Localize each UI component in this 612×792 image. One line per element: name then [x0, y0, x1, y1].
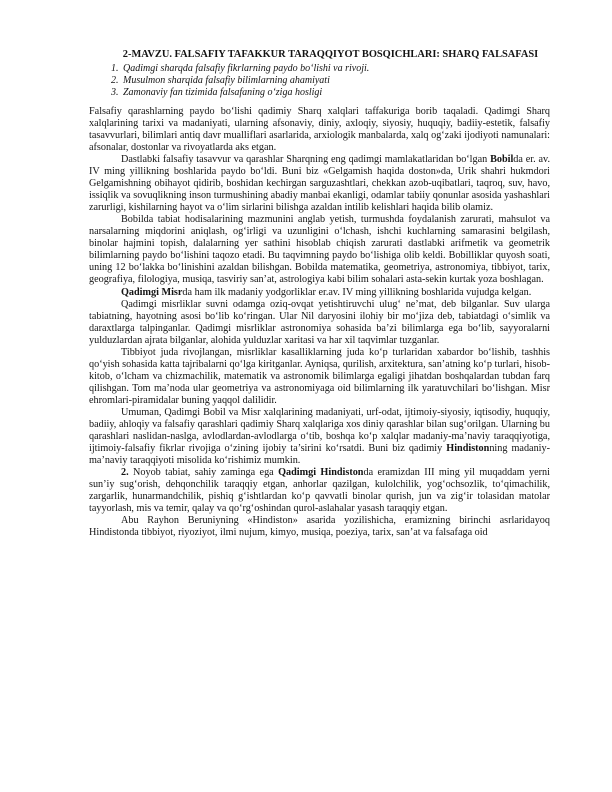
text-run: Noyob tabiat, sahiy zaminga ega [128, 467, 279, 479]
text-run: da ham ilk madaniy yodgorliklar er.av. IV ming yillikning boshlarida vujudga kelgan. [182, 286, 532, 298]
body-paragraph [89, 299, 550, 347]
text-run: da eramizdan III ming yil muqaddam yerni sun’iy sug‘orish, dehqonchilik taraqqiy etgan, anhorlar qazilgan, kulolchilik, yog‘ochsozlik, to‘qimachilik, zargarlik, hunarmandchilik, pishiq g‘ishtlardan ko‘p qavvatli binolar qurish, jun va zig‘ir tolasidan matolar tayyorlash, mis va temir, qalay va qo‘rg‘oshindan qurol-aslahalar yasash taraqqiy etgan. [89, 467, 550, 515]
bold-term: Qadimgi Hindiston [278, 467, 364, 479]
text-run: ning madaniy-ma’naviy taraqqiyoti misolida ko‘rishimiz mumkin. [89, 443, 550, 467]
objective-item: 2. Musulmon sharqida falsafiy bilimlarning ahamiyati [121, 75, 550, 87]
document-body [89, 49, 550, 540]
objectives-list [89, 63, 550, 99]
text-run: Dastlabki falsafiy tasavvur va qarashlar Sharqning eng qadimgi mamlakatlaridan bo‘lgan [121, 154, 491, 165]
paragraphs [89, 106, 550, 540]
body-paragraph [89, 106, 550, 154]
bold-term: Qadimgi Misr [121, 286, 183, 298]
body-paragraph [89, 515, 550, 539]
objective-item: 3. Zamonaviy fan tizimida falsafaning o‘ziga hosligi [121, 87, 550, 99]
bold-term: Bobil [490, 154, 514, 165]
bold-term: 2. [121, 467, 129, 479]
bold-term: Hindiston [446, 443, 490, 455]
text-run: Tibbiyot juda rivojlangan, misrliklar kasalliklarning juda ko‘p turlaridan xabardor bo‘lishib, tashhis qo‘yish sohasida katta tajribalarni qo‘lga kiritganlar. Ayniqsa, qurilish, arxitektura, san’atning ko‘p turlari, hisob-kitob, o‘lcham va chizmachilik, matematik va astronomik bilimlarga egaligi jihatdan boshqalardan tubdan farq qilishgan. Tom ma’noda ular geometriya va astronomiyaga oid bilimlarning ilk yaratuvchilari bo‘lishgan. Misr ehromlari-piramidalar buning yaqqol dalilidir. [89, 346, 550, 406]
objective-item: 1. Qadimgi sharqda falsafiy fikrlarning paydo bo‘lishi va rivoji. [121, 63, 550, 75]
text-run: Abu Rayhon Beruniyning «Hindiston» asarida yozilishicha, eramizning birinchi asrlaridayoq Hindistonda tibbiyot, riyoziyot, ilmi nujum, kimyo, musiqa, poeziya, tarix, san’at va falsafaga oid [89, 515, 550, 539]
body-paragraph [89, 407, 550, 467]
body-paragraph [89, 287, 550, 299]
body-paragraph [89, 154, 550, 214]
text-run: Falsafiy qarashlarning paydo bo‘lishi qadimiy Sharq xalqlari taffakuriga borib taqaladi. Qadimgi Sharq xalqlarining tarixi va madaniyati, ularning afsonaviy, diniy, axloqiy, siyosiy, huquqiy, badiiy-estetik, falsafiy tasavvurlari, bilimlari antiq davr mualliflari asarlarida, arxiologik manbalarda, xalq og‘zaki ijodiyoti namunalari: afsonalar, dostonlar va rivoyatlarda aks etgan. [89, 105, 550, 153]
body-paragraph [89, 467, 550, 515]
page-title: 2-MAVZU. FALSAFIY TAFAKKUR TARAQQIYOT BOSQICHLARI: SHARQ FALSAFASI [122, 49, 539, 60]
text-run: Umuman, Qadimgi Bobil va Misr xalqlarining madaniyati, urf-odat, ijtimoiy-siyosiy, iqtisodiy, huquqiy, badiiy, ahloqiy va falsafiy qarashlari qadimiy Sharq xalqlariga xos diniy qarashlar bilan sug‘orilgan. Ularning bu qarashlari naslidan-naslga, avlodlardan-avlodlarga o‘tib, boshqa ko‘p xalqlar madaniy-ma’naviy taraqqiyotiga, ijtimoiy-falsafiy fikrlar rivojiga o‘zining ijobiy ta’sirini ko‘rsatdi. Buni biz qadimiy [89, 406, 550, 455]
text-run: da er. av. IV ming yillikning boshlarida paydo bo‘ldi. Buni biz «Gelgamish haqida doston»da, Urik shahri hukmdori Gelgamishning obihayot qidirib, boshidan kechirgan sarguzashtlari, chekkan azob-uqibatlari, taqroq, suv, havo, issiqlik va sovuqlikning inson turmushining abadiy manbai ekanligi, odamlar tabiiy qonunlar asosida yashashlari zarurligi, kishilarning hayot va o‘lim sirlarini bilishga azaldan intilib kelishlari haqida bilib olamiz. [89, 154, 551, 214]
text-run: Qadimgi misrliklar suvni odamga oziq-ovqat yetishtiruvchi ulug‘ ne’mat, deb bilganlar. Suv ularga tabiatning, hayotning asosi bo‘lib ko‘ringan. Ular Nil daryosini ilohiy bir mo‘jiza deb, tabiatdagi o‘simlik va daraxtlarga talpinganlar. Qadimgi misrliklar astronomiya sohasida ba’zi bilimlarga ega bo‘lib, sayyoralarni yulduzlardan ajrata bilganlar, alohida yulduzlar xaritasi va har xil taqvimlar tuzganlar. [89, 298, 550, 346]
body-paragraph [89, 347, 550, 407]
body-paragraph [89, 214, 550, 286]
text-run: Bobilda tabiat hodisalarining mazmunini anglab yetish, turmushda foydalanish zarurati, mahsulot va narsalarning miqdorini aniqlash, og‘irligi va uzunligini o‘lchash, ishchi kuchlarning samarasini belgilash, binolar hajmini topish, dalalarning yer sathini hisoblab chiqish zarurati dastlabki arifmetik va geometrik bilimlarning paydo bo‘lishini taqozo etadi. Bu taqvimning paydo bo‘lishiga olib keldi. Bobilliklar quyosh soati, uning 12 bo‘lakka bo‘linishini azaldan bilishgan. Bobilda matematika, geometriya, astronomiya, tibbiyot, tarix, geografiya, filologiya, musiqa, tasviriy san’at, astrologiya kabi bilim sohalari asta-sekin kurtak yoza boshlagan. [89, 214, 550, 286]
